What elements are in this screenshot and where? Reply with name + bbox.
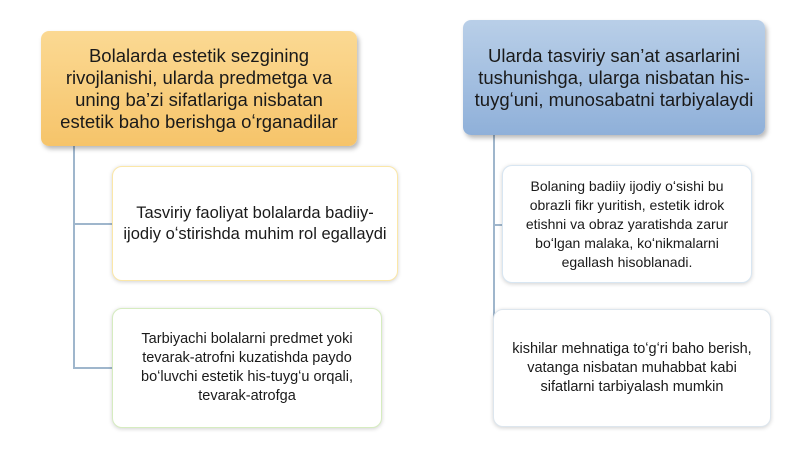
left-branch-2-connector bbox=[73, 367, 113, 369]
left-branch-1-connector bbox=[73, 223, 113, 225]
left-trunk-connector bbox=[73, 146, 75, 368]
left-child-2-text: Tarbiyachi bolalarni predmet yoki tevarak-atrofni kuzatishda paydo boʻluvchi estetik his-tuygʻu orqali, tevarak-atrofga bbox=[141, 331, 353, 404]
left-child-2-box bbox=[112, 308, 382, 428]
right-child-2-text: kishilar mehnatiga toʻgʻri baho berish, vatanga nisbatan muhabbat kabi sifatlarni tarbiyalash mumkin bbox=[512, 340, 752, 395]
left-child-1-text: Tasviriy faoliyat bolalarda badiiy-ijodiy oʻstirishda muhim rol egallaydi bbox=[123, 203, 387, 243]
left-header-box bbox=[41, 31, 357, 146]
right-header-box bbox=[463, 20, 765, 135]
right-header-text: Ularda tasviriy san’at asarlarini tushunishga, ularga nisbatan his-tuygʻuni, munosabatni tarbiyalaydi bbox=[474, 44, 754, 110]
right-child-2-box bbox=[493, 309, 771, 427]
right-child-1-text: Bolaning badiiy ijodiy oʻsishi bu obrazli fikr yuritish, estetik idrok etishni va obraz yaratishda zarur boʻlgan malaka, koʻnikmalarni egallash hisoblanadi. bbox=[525, 177, 729, 270]
left-child-1-box bbox=[112, 166, 398, 281]
right-child-1-box bbox=[502, 165, 752, 283]
left-header-text: Bolalarda estetik sezgining rivojlanishi, ularda predmetga va uning ba’zi sifatlariga nisbatan estetik baho berishga oʻrganadilar bbox=[60, 44, 338, 132]
